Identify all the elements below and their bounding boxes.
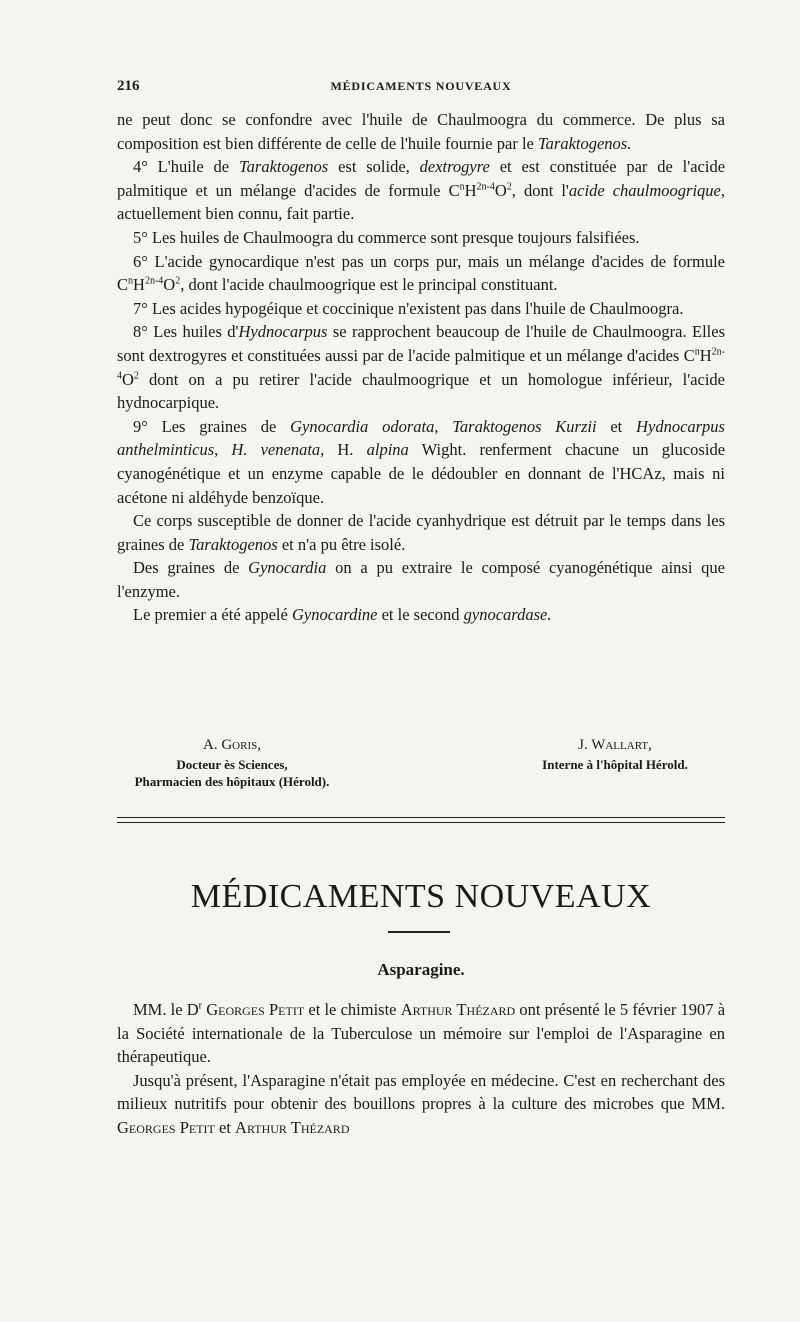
author-name: A. Goris, <box>203 737 261 753</box>
article-body <box>117 108 725 627</box>
new-article-body <box>117 998 725 1140</box>
paragraph: Des graines de Gynocardia on a pu extraire le composé cyanogénétique ainsi que l'enzyme. <box>117 558 726 601</box>
signatures <box>117 737 725 797</box>
paragraph: Jusqu'à présent, l'Asparagine n'était pas employée en médecine. C'est en recherchant des milieux nutritifs pour obtenir des bouillons propres à la culture des microbes que MM. Georges Petit et Arthur Thézard <box>117 1070 725 1137</box>
divider-rule <box>117 822 725 823</box>
paragraph: Le premier a été appelé Gynocardine et le second gynocardase. <box>133 605 552 625</box>
section-subheading: Asparagine. <box>377 960 465 979</box>
paragraph: 4° L'huile de Taraktogenos est solide, dextrogyre et est constituée par de l'acide palmitique et un mélange d'acides de formule $C^nH^{2n-4}O^2$, dont l'acide chaulmoogrique, actuellement bien connu, fait partie. <box>117 157 726 224</box>
paragraph: ne peut donc se confondre avec l'huile de Chaulmoogra du commerce. De plus sa composition est bien différente de celle de l'huile fournie par le Taraktogenos. <box>117 110 725 153</box>
paragraph: MM. le $D^r$ Georges Petit et le chimiste Arthur Thézard ont présenté le 5 février 1907 à la Société internationale de la Tuberculose un mémoire sur l'emploi de l'Asparagine en thérapeutique. <box>117 1000 726 1067</box>
running-head <box>117 78 725 98</box>
paragraph: 9° Les graines de Gynocardia odorata, Taraktogenos Kurzii et Hydnocarpus anthelminticus, H. venenata, H. alpina Wight. renferment chacune un glucoside cyanogénétique et un enzyme capable de le dédoubler en donnant de l'HCAz, mais ni acétone ni aldéhyde benzoïque. <box>117 416 726 507</box>
paragraph: 8° Les huiles d'Hydnocarpus se rapprochent beaucoup de l'huile de Chaulmoogra. Elles sont dextrogyres et constituées aussi par de l'acide palmitique et un mélange d'acides $C^nH^{2n-4}O^2$ dont on a pu retirer l'acide chaulmoogrique et un homologue inférieur, l'acide hydnocarpique. <box>117 322 726 413</box>
signature-right <box>509 737 721 773</box>
paragraph: 5° Les huiles de Chaulmoogra du commerce sont presque toujours falsifiées. <box>133 227 640 247</box>
running-title: MÉDICAMENTS NOUVEAUX <box>330 79 512 93</box>
section-title: MÉDICAMENTS NOUVEAUX <box>190 878 652 915</box>
divider-rule <box>117 817 725 818</box>
paragraph: Ce corps susceptible de donner de l'acide cyanhydrique est détruit par le temps dans les graines de Taraktogenos et n'a pu être isolé. <box>117 511 725 554</box>
page-number: 216 <box>117 78 140 94</box>
author-name: J. Wallart, <box>578 737 652 753</box>
title-underline <box>388 931 450 933</box>
paragraph: 7° Les acides hypogéique et coccinique n'existent pas dans l'huile de Chaulmoogra. <box>133 298 684 318</box>
signature-left <box>117 737 347 790</box>
author-title: Docteur ès Sciences, <box>176 757 288 772</box>
author-title: Interne à l'hôpital Hérold. <box>542 757 688 772</box>
author-title: Pharmacien des hôpitaux (Hérold). <box>134 774 330 789</box>
paragraph: 6° L'acide gynocardique n'est pas un corps pur, mais un mélange d'acides de formule $C^nH^{2n-4}O^2$, dont l'acide chaulmoogrique est le principal constituant. <box>117 251 725 295</box>
